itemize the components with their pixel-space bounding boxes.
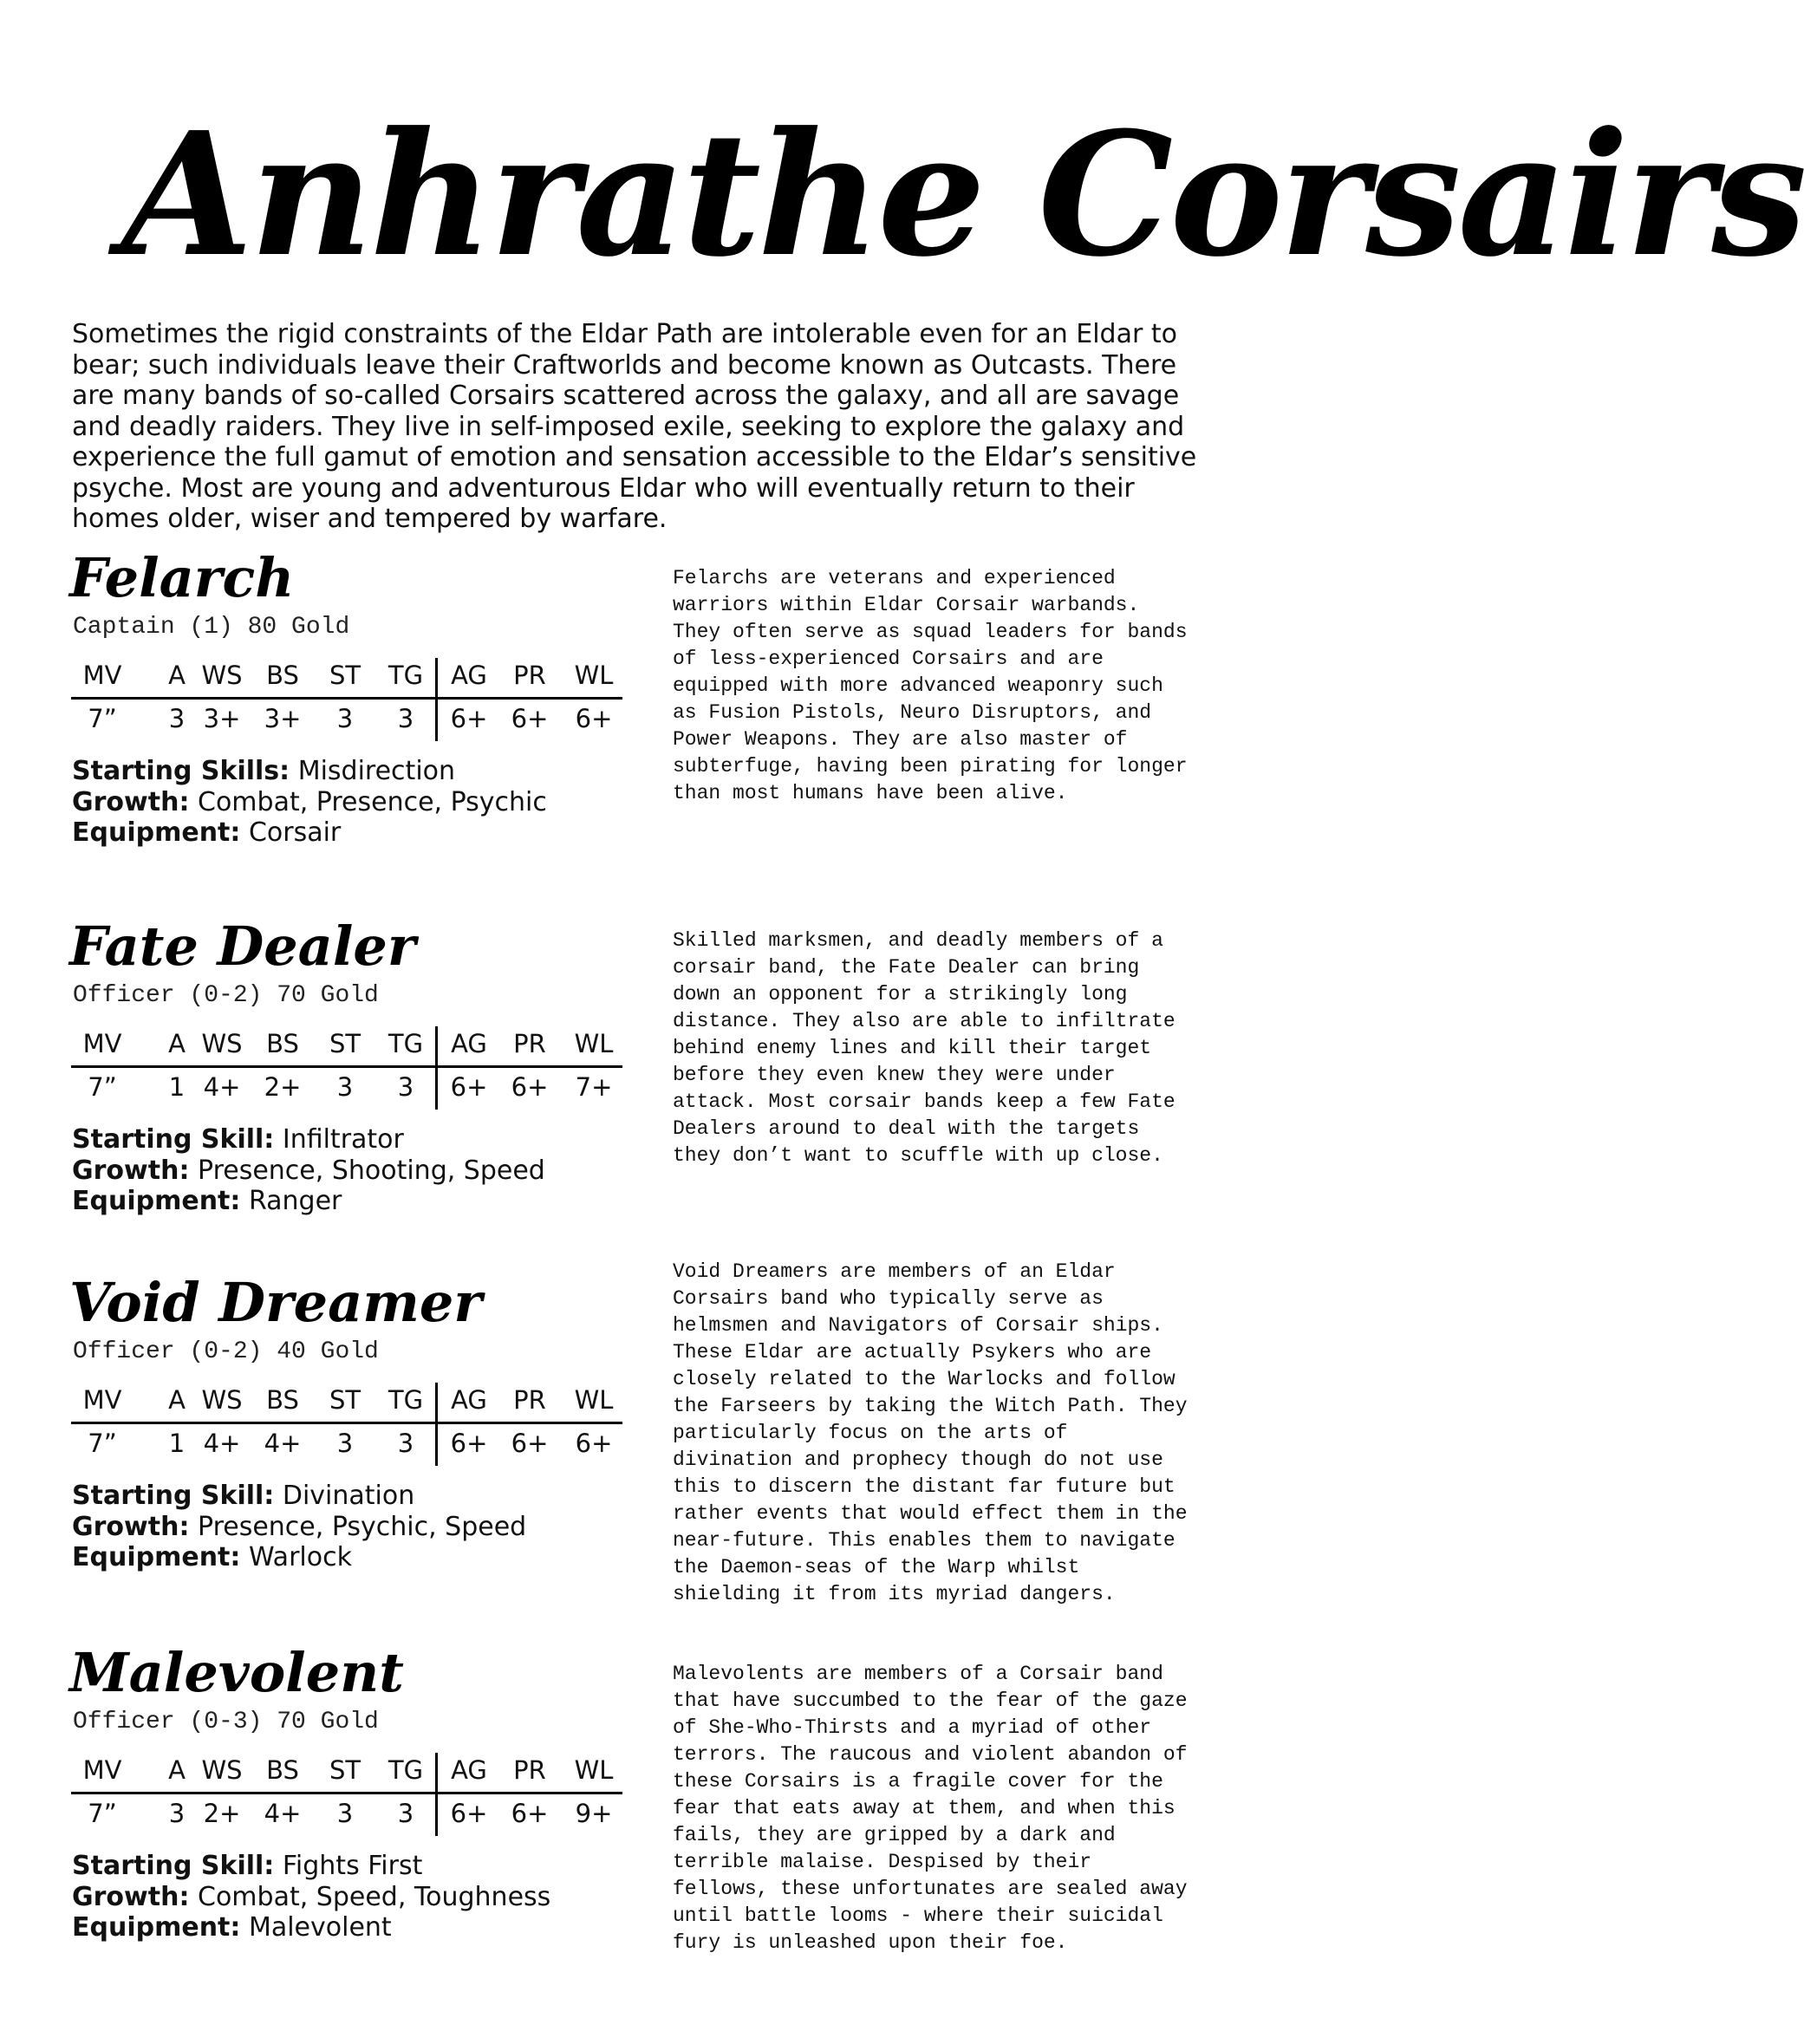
unit-name: Felarch xyxy=(69,546,295,609)
stat-value: 4+ xyxy=(264,1429,302,1458)
stat-value: 6+ xyxy=(511,704,549,733)
stat-value: 7+ xyxy=(575,1072,613,1102)
stat-header: BS xyxy=(266,661,299,690)
stat-header: BS xyxy=(266,1755,299,1785)
stat-value: 3 xyxy=(336,1799,354,1828)
stat-value: 6+ xyxy=(450,1799,488,1828)
stat-header: ST xyxy=(329,661,361,690)
stat-header: WS xyxy=(201,1029,243,1058)
equipment-value: Warlock xyxy=(248,1542,352,1572)
stat-header: WL xyxy=(574,1385,614,1415)
stat-value: 7” xyxy=(88,1072,117,1102)
equipment-value: Malevolent xyxy=(248,1912,392,1943)
stat-header: AG xyxy=(451,661,487,690)
unit-description: Skilled marksmen, and deadly members of a corsair band, the Fate Dealer can bring down an opponent for a strikingly long distance. They also are able to infiltrate behind enemy lines and kill their target before they even knew they were under attack. Most corsair bands keep a few Fate Dealers around to deal with the targets they don’t want to scuffle with up close. xyxy=(673,929,1176,1167)
skill-value: Infiltrator xyxy=(282,1124,404,1155)
stat-table xyxy=(71,1751,622,1838)
growth-value: Presence, Shooting, Speed xyxy=(198,1155,545,1186)
stat-header: WS xyxy=(201,1755,243,1785)
stat-header-row xyxy=(71,1025,622,1064)
stat-header: WL xyxy=(574,1029,614,1058)
stat-value: 3 xyxy=(336,704,354,733)
starting-skill-line xyxy=(72,1851,627,1882)
unit-name: Malevolent xyxy=(69,1641,404,1704)
growth-value: Presence, Psychic, Speed xyxy=(198,1511,527,1542)
stat-value: 4+ xyxy=(264,1799,302,1828)
stat-value: 2+ xyxy=(203,1799,241,1828)
unit-description: Malevolents are members of a Corsair band that have succumbed to the fear of the gaze of She-Who-Thirsts and a myriad of other terrors. The raucous and violent abandon of these Corsairs is a fragile cover for the fear that eats away at them, and when this fails, they are gripped by a dark and terrible malaise. Despised by their fellows, these unfortunates are sealed away until battle looms - where their suicidal fury is unleashed upon their foe. xyxy=(673,1663,1188,1954)
stat-value: 6+ xyxy=(575,704,613,733)
growth-label: Growth: xyxy=(72,786,190,817)
stat-value: 3 xyxy=(397,1429,414,1458)
equipment-label: Equipment: xyxy=(72,1542,241,1572)
equipment-line xyxy=(72,1912,627,1943)
stat-table xyxy=(71,1025,622,1111)
stat-value: 3+ xyxy=(203,704,241,733)
stat-value-row xyxy=(71,700,622,739)
stat-value: 6+ xyxy=(511,1072,549,1102)
stat-value: 3 xyxy=(168,1799,186,1828)
stat-value: 3 xyxy=(397,704,414,733)
starting-skill-line xyxy=(72,1124,627,1155)
stat-header: AG xyxy=(451,1385,487,1415)
stat-value: 9+ xyxy=(575,1799,613,1828)
stat-value: 3 xyxy=(336,1072,354,1102)
unit-details xyxy=(72,756,627,849)
stat-value: 7” xyxy=(88,1429,117,1458)
growth-label: Growth: xyxy=(72,1511,190,1542)
unit-description: Felarchs are veterans and experienced warriors within Eldar Corsair warbands. They often serve as squad leaders for bands of less-experienced Corsairs and are equipped with more advanced weaponry such as Fusion Pistols, Neuro Disruptors, and Power Weapons. They are also master of subterfuge, having been pirating for longer than most humans have been alive. xyxy=(673,567,1188,804)
stat-header: A xyxy=(168,1755,186,1785)
stat-header: AG xyxy=(451,1755,487,1785)
stat-value: 3+ xyxy=(264,704,302,733)
stat-header: ST xyxy=(329,1029,361,1058)
stat-header: ST xyxy=(329,1385,361,1415)
stat-header: TG xyxy=(388,1755,424,1785)
stat-value: 3 xyxy=(336,1429,354,1458)
stat-header: PR xyxy=(513,1755,546,1785)
starting-skill-line xyxy=(72,1481,627,1512)
stat-header: ST xyxy=(329,1755,361,1785)
growth-line xyxy=(72,1512,627,1543)
stat-header: A xyxy=(168,661,186,690)
unit-rank: Officer (0-2) 70 Gold xyxy=(73,982,379,1009)
stat-header: BS xyxy=(266,1029,299,1058)
stat-value: 3 xyxy=(397,1072,414,1102)
skill-label: Starting Skill: xyxy=(72,1481,275,1511)
stat-header-row xyxy=(71,656,622,695)
stat-header: TG xyxy=(388,661,424,690)
unit-rank: Captain (1) 80 Gold xyxy=(73,614,350,641)
equipment-line xyxy=(72,817,627,849)
stat-header: MV xyxy=(82,1385,122,1415)
equipment-value: Ranger xyxy=(248,1186,342,1216)
stat-header: A xyxy=(168,1029,186,1058)
skill-label: Starting Skill: xyxy=(72,1851,275,1881)
growth-label: Growth: xyxy=(72,1881,190,1912)
equipment-line xyxy=(72,1186,627,1217)
stat-value: 6+ xyxy=(575,1429,613,1458)
page-title: Anhrathe Corsairs xyxy=(121,95,1804,295)
stat-value: 7” xyxy=(88,704,117,733)
stat-header: TG xyxy=(388,1385,424,1415)
equipment-line xyxy=(72,1542,627,1573)
stat-value: 6+ xyxy=(450,1429,488,1458)
stat-header: WL xyxy=(574,1755,614,1785)
stat-value: 6+ xyxy=(450,704,488,733)
stat-value: 6+ xyxy=(450,1072,488,1102)
stat-header-row xyxy=(71,1751,622,1790)
stat-header: WS xyxy=(201,661,243,690)
stat-header: BS xyxy=(266,1385,299,1415)
stat-header: MV xyxy=(82,1029,122,1058)
stat-header: PR xyxy=(513,661,546,690)
equipment-label: Equipment: xyxy=(72,1912,241,1943)
equipment-label: Equipment: xyxy=(72,817,241,848)
skill-label: Starting Skills: xyxy=(72,756,290,786)
growth-label: Growth: xyxy=(72,1155,190,1186)
stat-value: 1 xyxy=(168,1072,186,1102)
stat-header: A xyxy=(168,1385,186,1415)
unit-name: Void Dreamer xyxy=(69,1271,483,1334)
skill-label: Starting Skill: xyxy=(72,1124,275,1155)
starting-skill-line xyxy=(72,756,627,787)
growth-value: Combat, Presence, Psychic xyxy=(198,786,547,817)
stat-value: 3 xyxy=(397,1799,414,1828)
stat-header: PR xyxy=(513,1385,546,1415)
skill-value: Misdirection xyxy=(297,756,456,786)
stat-value: 2+ xyxy=(264,1072,302,1102)
unit-details xyxy=(72,1481,627,1573)
stat-header: AG xyxy=(451,1029,487,1058)
growth-value: Combat, Speed, Toughness xyxy=(198,1881,551,1912)
stat-header-row xyxy=(71,1381,622,1420)
intro-paragraph: Sometimes the rigid constraints of the Eldar Path are intolerable even for an Eldar to bear; such individuals leave their Craftworlds and become known as Outcasts. There are many bands of so-called Corsairs scattered across the galaxy, and all are savage and deadly raiders. They live in self-imposed exile, seeking to explore the galaxy and experience the full gamut of emotion and sensation accessible to the Eldar’s sensitive psyche. Most are young and adventurous Eldar who will eventually return to their homes older, wiser and tempered by warfare. xyxy=(72,319,1197,534)
stat-value: 4+ xyxy=(203,1429,241,1458)
stat-value: 3 xyxy=(168,704,186,733)
stat-header: TG xyxy=(388,1029,424,1058)
growth-line xyxy=(72,787,627,818)
stat-value: 1 xyxy=(168,1429,186,1458)
stat-header: MV xyxy=(82,1755,122,1785)
stat-table xyxy=(71,656,622,743)
equipment-label: Equipment: xyxy=(72,1186,241,1216)
unit-description: Void Dreamers are members of an Eldar Corsairs band who typically serve as helmsmen and Navigators of Corsair ships. These Eldar are actually Psykers who are closely related to the Warlocks and follow the Farseers by taking the Witch Path. They particularly focus on the arts of divination and prophecy though do not use this to discern the distant far future but rather events that would effect them in the near-future. This enables them to navigate the Daemon-seas of the Warp whilst shielding it from its myriad dangers. xyxy=(673,1260,1188,1605)
stat-value-row xyxy=(71,1794,622,1833)
stat-value-row xyxy=(71,1068,622,1107)
stat-table xyxy=(71,1381,622,1468)
stat-value: 4+ xyxy=(203,1072,241,1102)
stat-header: PR xyxy=(513,1029,546,1058)
stat-header: MV xyxy=(82,661,122,690)
unit-details xyxy=(72,1124,627,1217)
stat-header: WS xyxy=(201,1385,243,1415)
growth-line xyxy=(72,1882,627,1913)
skill-value: Divination xyxy=(282,1481,415,1511)
growth-line xyxy=(72,1155,627,1187)
unit-rank: Officer (0-2) 40 Gold xyxy=(73,1338,379,1365)
equipment-value: Corsair xyxy=(248,817,342,848)
stat-value: 7” xyxy=(88,1799,117,1828)
unit-name: Fate Dealer xyxy=(69,915,416,978)
stat-value: 6+ xyxy=(511,1429,549,1458)
unit-rank: Officer (0-3) 70 Gold xyxy=(73,1709,379,1735)
stat-value: 6+ xyxy=(511,1799,549,1828)
stat-header: WL xyxy=(574,661,614,690)
stat-value-row xyxy=(71,1424,622,1463)
unit-details xyxy=(72,1851,627,1943)
skill-value: Fights First xyxy=(282,1851,423,1881)
